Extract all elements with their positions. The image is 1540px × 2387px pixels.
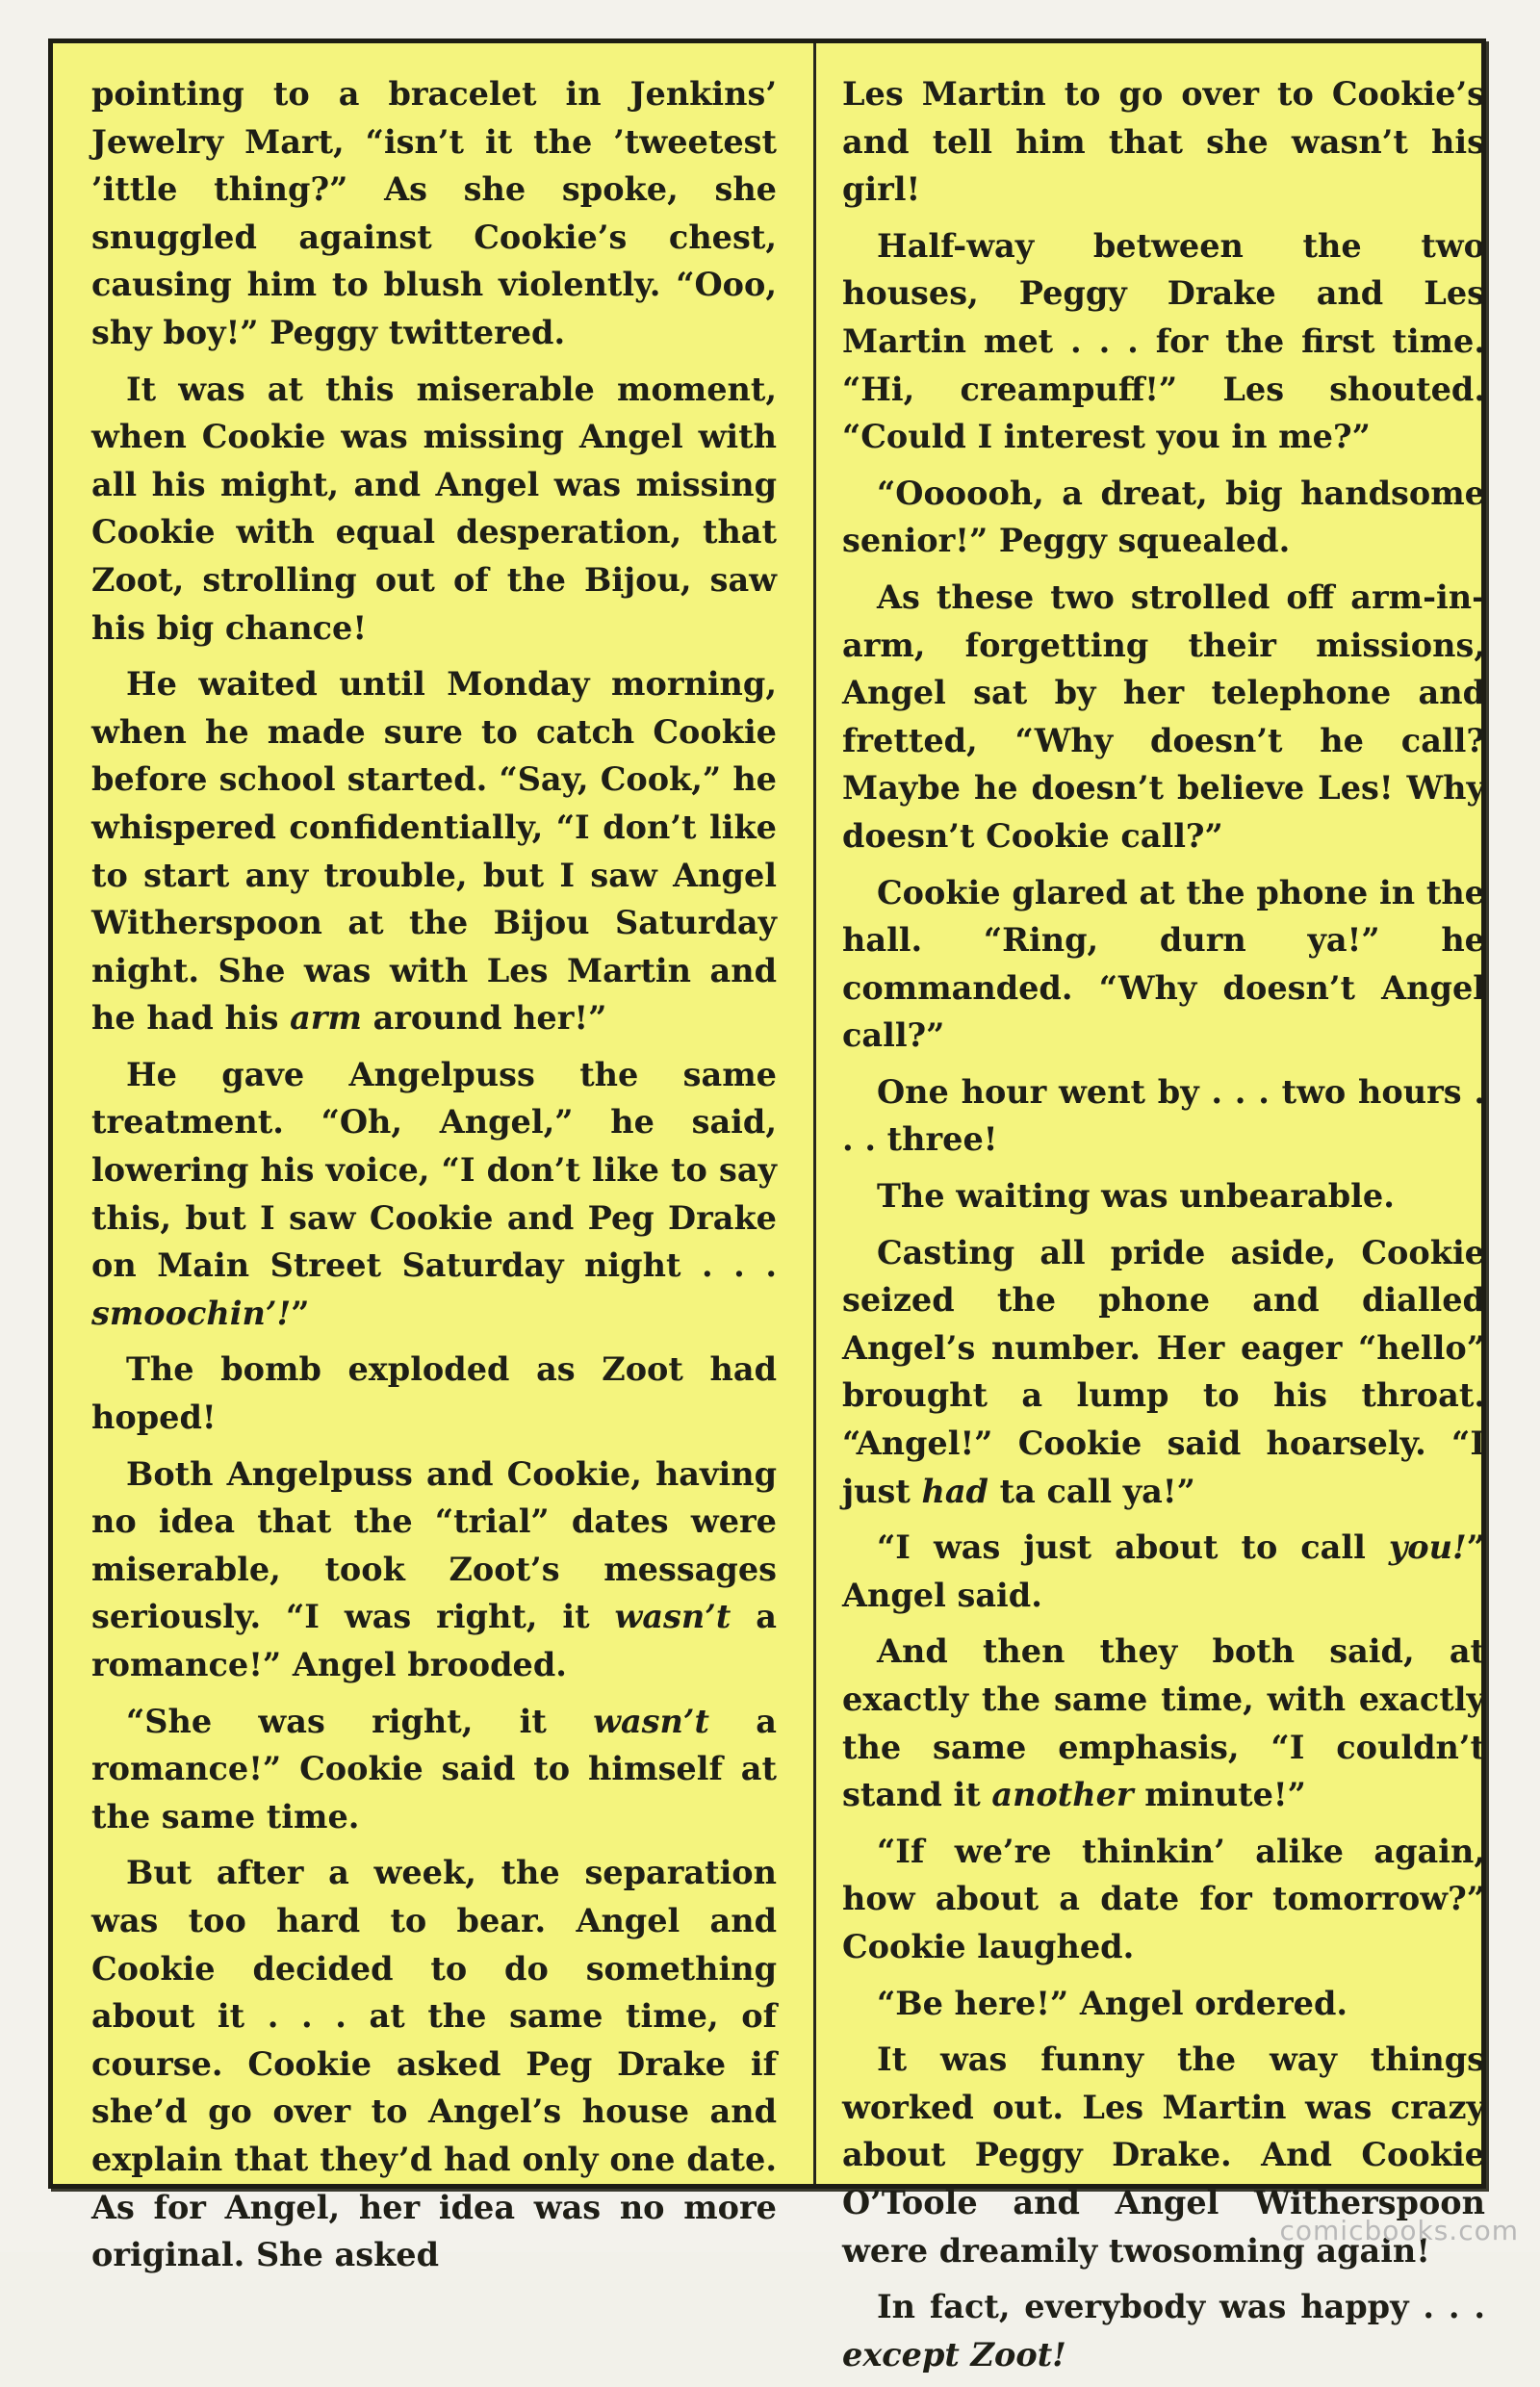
text-run: a romance!” Angel brooded. xyxy=(91,1598,777,1683)
paragraph xyxy=(91,366,777,653)
text-run: around her!” xyxy=(361,999,607,1038)
text-run: The bomb exploded as Zoot had hoped! xyxy=(91,1350,777,1437)
text-run: Casting all pride aside, Cookie seized the phone and dialled Angel’s number. Her eager “hello” brought a lump to his throat. “Angel!” Cookie said hoarsely. “I just xyxy=(842,1233,1485,1510)
text-run: “I was just about to call xyxy=(877,1528,1389,1567)
text-run: It was funny the way things worked out. Les Martin was crazy about Peggy Drake. And Cookie O’Toole and Angel Witherspoon were dreamily twosoming again! xyxy=(842,2040,1485,2270)
italic-text: smoochin’! xyxy=(91,1294,292,1332)
text-run: He gave Angelpuss the same treatment. “Oh, Angel,” he said, lowering his voice, “I don’t like to say this, but I saw Cookie and Peg Drake on Main Street Saturday night . . . xyxy=(91,1055,777,1285)
text-run: Half-way between the two houses, Peggy Drake and Les Martin met . . . for the first time. “Hi, creampuff!” Les shouted. “Could I interest you in me?” xyxy=(842,226,1485,456)
paragraph xyxy=(91,1051,777,1338)
paragraph xyxy=(91,1450,777,1689)
paragraph xyxy=(842,470,1485,565)
text-run: As these two strolled off arm-in-arm, forgetting their missions, Angel sat by her telephone and fretted, “Why doesn’t he call? Maybe he doesn’t believe Les! Why doesn’t Cookie call?” xyxy=(842,578,1485,855)
text-run: “Be here!” Angel ordered. xyxy=(877,1984,1348,2022)
paragraph xyxy=(842,70,1485,214)
paragraph xyxy=(842,1172,1485,1220)
text-run: He waited until Monday morning, when he made sure to catch Cookie before school started. “Say, Cook,” he whispered confidentially, “I don’t like to start any trouble, but I saw Angel Witherspoon at the Bijou Saturday night. She was with Les Martin and he had his xyxy=(91,665,777,1038)
paragraph xyxy=(91,1346,777,1441)
text-run: “She was right, it xyxy=(126,1702,594,1740)
watermark: comicbooks.com xyxy=(1279,2215,1519,2246)
text-run: ” xyxy=(291,1294,310,1332)
text-run: ta call ya!” xyxy=(988,1472,1195,1510)
text-run: pointing to a bracelet in Jenkins’ Jewelry Mart, “isn’t it the ’tweetest ’ittle thing?” As she spoke, she snuggled against Cookie’s chest, causing him to blush violently. “Ooo, shy boy!” Peggy twittered. xyxy=(91,75,777,351)
paragraph xyxy=(842,1628,1485,1818)
italic-text: had xyxy=(921,1472,988,1510)
paragraph xyxy=(91,1698,777,1841)
paragraph xyxy=(842,1828,1485,1971)
paragraph xyxy=(842,2283,1485,2378)
paragraph xyxy=(91,1849,777,2278)
text-run: One hour went by . . . two hours . . . three! xyxy=(842,1072,1485,1159)
paragraph xyxy=(91,660,777,1042)
paragraph xyxy=(842,869,1485,1060)
text-run: In fact, everybody was happy . . . xyxy=(877,2288,1485,2326)
right-column xyxy=(842,70,1485,2387)
text-run: But after a week, the separation was too hard to bear. Angel and Cookie decided to do something about it . . . at the same time, of course. Cookie asked Peg Drake if she’d go over to Angel’s house and explain that they’d had only one date. As for Angel, her idea was no more original. She asked xyxy=(91,1854,777,2274)
text-run: And then they both said, at exactly the same time, with exactly the same emphasis, “I couldn’t stand it xyxy=(842,1632,1485,1814)
text-run: ” Angel said. xyxy=(842,1528,1485,1614)
italic-text: wasn’t xyxy=(614,1598,732,1636)
paragraph xyxy=(842,1229,1485,1516)
italic-text: arm xyxy=(290,999,362,1038)
text-run: a romance!” Cookie said to himself at the same time. xyxy=(91,1702,777,1835)
left-column xyxy=(91,70,777,2288)
text-run: It was at this miserable moment, when Cookie was missing Angel with all his might, and Angel was missing Cookie with equal desperation, that Zoot, strolling out of the Bijou, saw his big chance! xyxy=(91,370,777,647)
text-run: Les Martin to go over to Cookie’s and tell him that she wasn’t his girl! xyxy=(842,75,1485,209)
italic-text: you! xyxy=(1388,1528,1467,1567)
text-run: Both Angelpuss and Cookie, having no idea that the “trial” dates were miserable, took Zoot’s messages seriously. “I was right, it xyxy=(91,1454,777,1636)
text-run: minute!” xyxy=(1133,1776,1306,1814)
paragraph xyxy=(842,1524,1485,1619)
paragraph xyxy=(842,574,1485,860)
italic-text: another xyxy=(991,1776,1134,1814)
text-run: “Oooooh, a dreat, big handsome senior!” Peggy squealed. xyxy=(842,474,1485,560)
paragraph xyxy=(842,1980,1485,2028)
italic-text: except Zoot! xyxy=(842,2335,1066,2374)
text-run: The waiting was unbearable. xyxy=(877,1177,1395,1216)
text-run: “If we’re thinkin’ alike again, how about a date for tomorrow?” Cookie laughed. xyxy=(842,1832,1485,1965)
italic-text: wasn’t xyxy=(593,1702,710,1740)
text-run: Cookie glared at the phone in the hall. “Ring, durn ya!” he commanded. “Why doesn’t Angel call?” xyxy=(842,873,1485,1055)
paragraph xyxy=(91,70,777,357)
column-divider xyxy=(813,43,816,2184)
paragraph xyxy=(842,222,1485,461)
paragraph xyxy=(842,1068,1485,1164)
